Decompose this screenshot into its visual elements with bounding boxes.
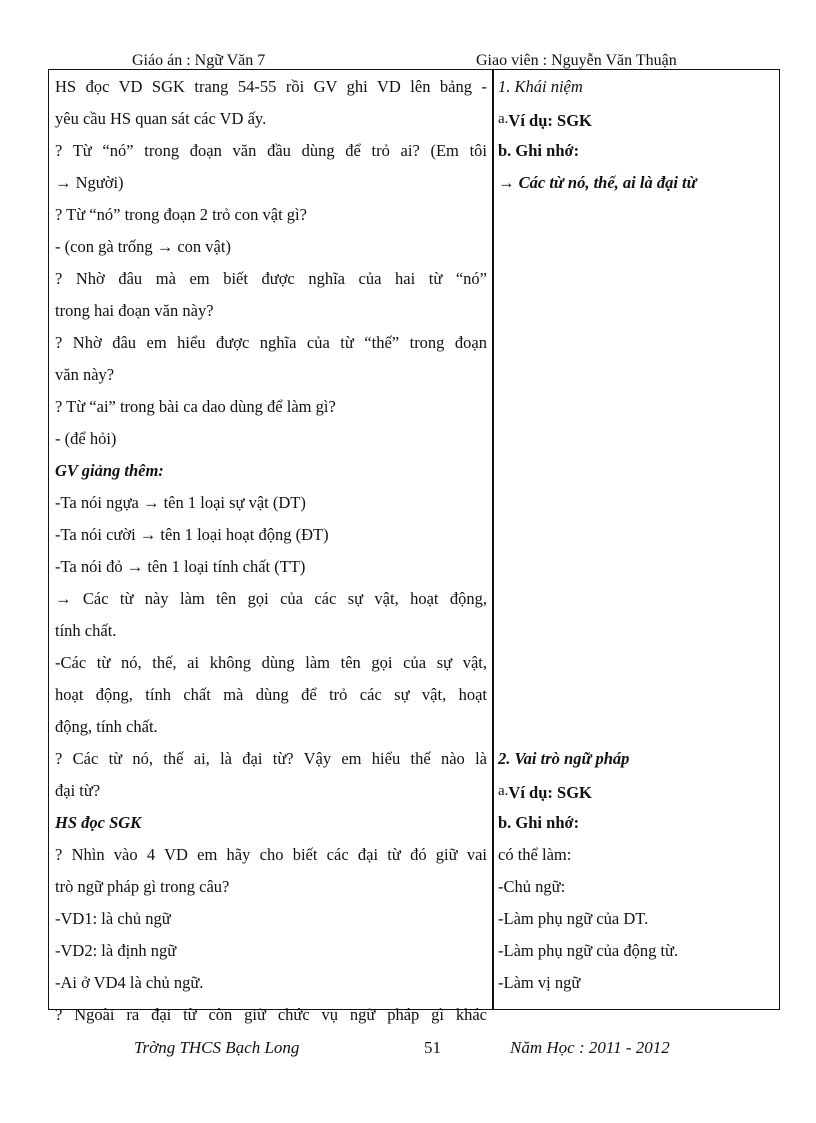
activity-line: HS đọc VD SGK trang 54-55 rồi GV ghi VD lên bảng -: [55, 77, 487, 96]
note-line: -Chủ ngữ:: [498, 877, 566, 896]
activity-line: ? Nhờ đâu mà em biết được nghĩa của hai từ “nó”: [55, 269, 487, 288]
section-heading-grammar-role: 2. Vai trò ngữ pháp: [498, 749, 630, 768]
activity-line: -VD1: là chủ ngữ: [55, 909, 171, 928]
footer-page-number: 51: [424, 1038, 441, 1057]
footer-school: Trờng THCS Bạch Long: [134, 1038, 300, 1057]
activity-line: ? Nhìn vào 4 VD em hãy cho biết các đại từ đó giữ vai: [55, 845, 487, 864]
header-teacher: Giao viên : Nguyễn Văn Thuận: [476, 52, 677, 69]
note-line: -Làm phụ ngữ của động từ.: [498, 941, 679, 960]
note-label: b. Ghi nhớ:: [498, 141, 580, 160]
concept-note: → Các từ nó, thế, ai là đại từ: [498, 173, 697, 192]
note-label: b. Ghi nhớ:: [498, 813, 580, 832]
activity-line: ? Nhờ đâu em hiểu được nghĩa của từ “thế” trong đoạn: [55, 333, 487, 352]
activity-line: ? Các từ nó, thế ai, là đại từ? Vậy em hiểu thế nào là: [55, 749, 487, 768]
activity-line: -VD2: là định ngữ: [55, 941, 177, 960]
note-line: -Làm phụ ngữ của DT.: [498, 909, 649, 928]
note-line: có thể làm:: [498, 845, 572, 864]
activity-line: đại từ?: [55, 781, 101, 800]
activities-column: [55, 71, 487, 1031]
example-item: [498, 775, 774, 807]
column-divider: [492, 69, 494, 1010]
activity-line: - (để hỏi): [55, 429, 117, 448]
activity-line: -Ta nói ngựa → tên 1 loại sự vật (DT): [55, 493, 306, 512]
activity-line: -Ta nói cười → tên 1 loại hoạt động (ĐT): [55, 525, 329, 544]
activity-line: văn này?: [55, 365, 115, 384]
footer-school-year: Năm Học : 2011 - 2012: [510, 1038, 670, 1057]
activity-line: -Các từ nó, thế, ai không dùng làm tên gọi của sự vật,: [55, 653, 487, 672]
example-item: [498, 103, 774, 135]
activity-line: tính chất.: [55, 621, 117, 640]
example-text: Ví dụ: SGK: [508, 111, 592, 130]
activity-subheading: HS đọc SGK: [55, 813, 142, 832]
note-line: -Làm vị ngữ: [498, 973, 581, 992]
activity-line: trong hai đoạn văn này?: [55, 301, 214, 320]
section-heading-concept: 1. Khái niệm: [498, 77, 583, 96]
activity-line: ? Từ “ai” trong bài ca dao dùng để làm gì?: [55, 397, 336, 416]
activity-line: ? Từ “nó” trong đoạn văn đầu dùng để trỏ ai? (Em tôi: [55, 141, 487, 160]
item-marker: a.: [498, 783, 509, 799]
activity-line: hoạt động, tính chất mà dùng để trỏ các sự vật, hoạt: [55, 685, 487, 704]
activity-line: động, tính chất.: [55, 717, 158, 736]
header-subject: Giáo án : Ngữ Văn 7: [132, 52, 266, 69]
item-marker: a.: [498, 111, 509, 127]
activity-line: -Ai ở VD4 là chủ ngữ.: [55, 973, 204, 992]
activity-line: - (con gà trống → con vật): [55, 237, 231, 256]
activity-line: ? Từ “nó” trong đoạn 2 trỏ con vật gì?: [55, 205, 307, 224]
activity-line: ? Ngoài ra đại từ còn giữ chức vụ ngữ pháp gì khác: [55, 1005, 487, 1024]
example-text: Ví dụ: SGK: [508, 783, 592, 802]
activity-subheading: GV giảng thêm:: [55, 461, 164, 480]
activity-line: → Các từ này làm tên gọi của các sự vật, hoạt động,: [55, 589, 487, 608]
activity-line: → Người): [55, 173, 124, 192]
activity-line: yêu cầu HS quan sát các VD ấy.: [55, 109, 267, 128]
activity-line: -Ta nói đỏ → tên 1 loại tính chất (TT): [55, 557, 306, 576]
content-column: [498, 71, 774, 999]
activity-line: trò ngữ pháp gì trong câu?: [55, 877, 230, 896]
